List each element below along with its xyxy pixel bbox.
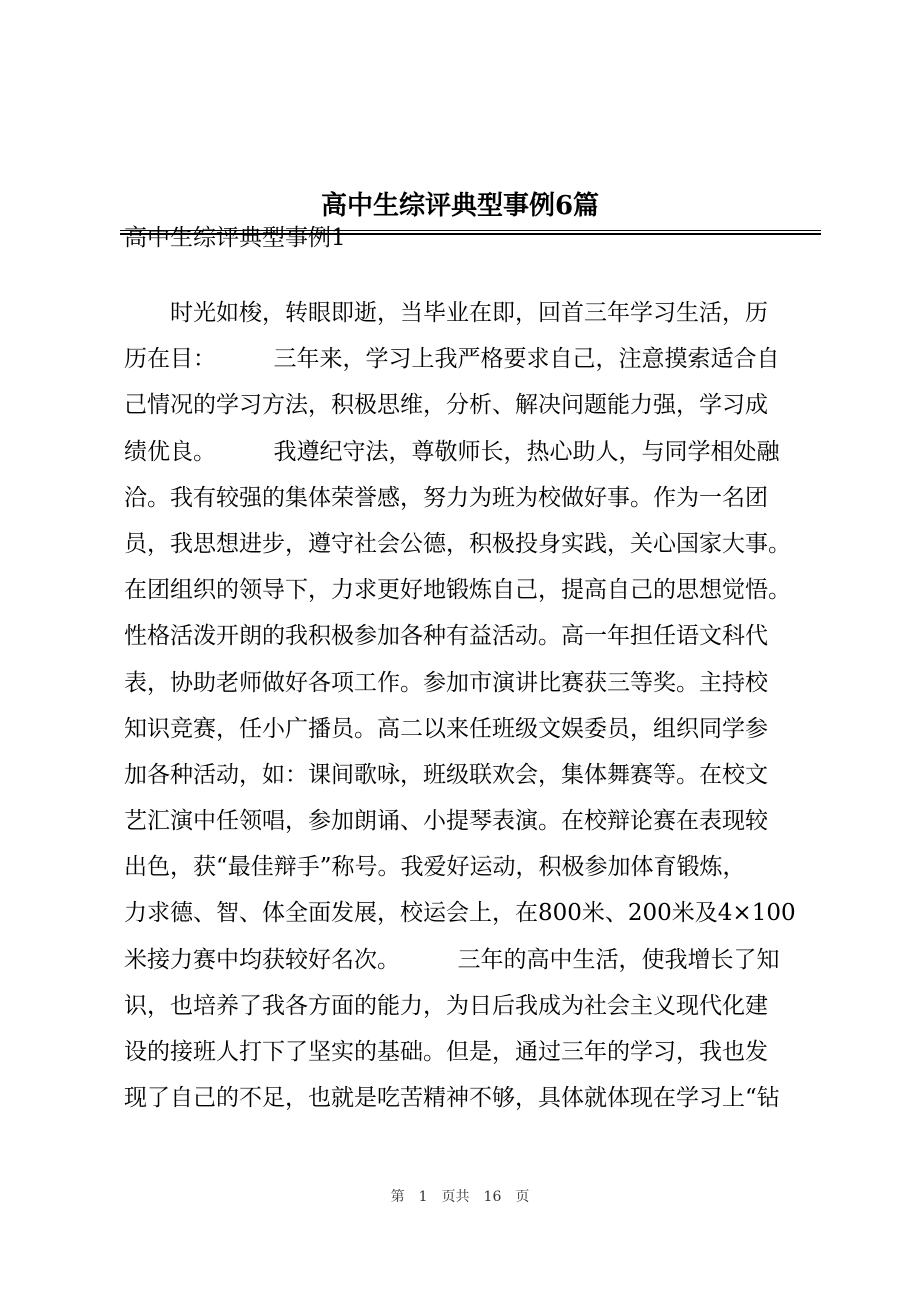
text-line: 知识竞赛，任小广播员。高二以来任班级文娱委员，组织同学参 <box>124 715 768 742</box>
text-line: 己情况的学习方法，积极思维，分析、解决问题能力强，学习成 <box>124 392 768 419</box>
text-line: 艺汇演中任领唱，参加朗诵、小提琴表演。在校辩论赛在表现较 <box>124 808 768 835</box>
text-line: 力求德、智、体全面发展，校运会上，在800米、200米及4×100 <box>124 900 796 927</box>
text-line: 性格活泼开朗的我积极参加各种有益活动。高一年担任语文科代 <box>124 623 768 650</box>
text-line: 现了自己的不足，也就是吃苦精神不够，具体就体现在学习上“钻 <box>124 1085 780 1112</box>
text-line: 设的接班人打下了坚实的基础。但是，通过三年的学习，我也发 <box>124 1039 768 1065</box>
text-line: 米接力赛中均获较好名次。 三年的高中生活，使我增长了知 <box>124 946 780 973</box>
body-text <box>124 290 824 1121</box>
text-line: 洽。我有较强的集体荣誉感，努力为班为校做好事。作为一名团 <box>124 484 768 511</box>
section-heading: 高中生综评典型事例1 <box>124 225 346 251</box>
text-line: 时光如梭，转眼即逝，当毕业在即，回首三年学习生活，历 <box>124 300 768 326</box>
text-line: 出色，获“最佳辩手”称号。我爱好运动，积极参加体育锻炼， <box>124 854 746 881</box>
text-line: 加各种活动，如：课间歌咏，班级联欢会，集体舞赛等。在校文 <box>124 761 768 788</box>
page-footer: 第 1 页共 16 页 <box>390 1189 530 1205</box>
text-line: 在团组织的领导下，力求更好地锻炼自己，提高自己的思想觉悟。 <box>124 577 791 604</box>
text-line: 历在目： 三年来，学习上我严格要求自己，注意摸索适合自 <box>124 346 780 373</box>
text-line: 表，协助老师做好各项工作。参加市演讲比赛获三等奖。主持校 <box>124 669 768 696</box>
text-line: 员，我思想进步，遵守社会公德，积极投身实践，关心国家大事。 <box>124 530 791 557</box>
text-line: 绩优良。 我遵纪守法，尊敬师长，热心助人，与同学相处融 <box>124 438 780 465</box>
page-title: 高中生综评典型事例6篇 <box>320 191 600 221</box>
text-line: 识，也培养了我各方面的能力，为日后我成为社会主义现代化建 <box>124 992 768 1019</box>
